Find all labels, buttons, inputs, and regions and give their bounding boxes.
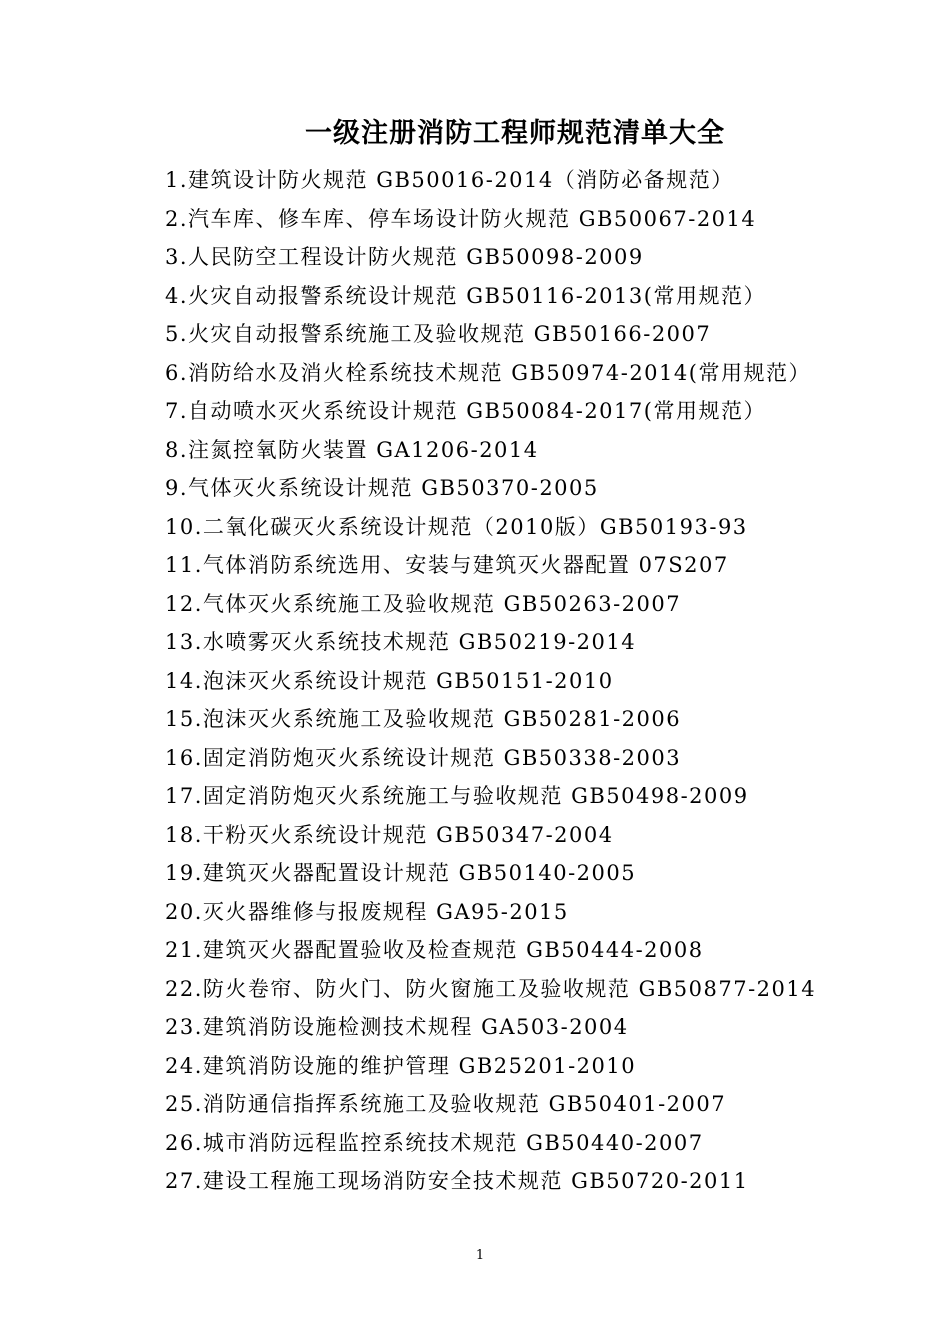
spec-item: 1.建筑设计防火规范 GB50016-2014（消防必备规范） [165,168,734,192]
spec-item: 14.泡沫灭火系统设计规范 GB50151-2010 [165,668,614,693]
spec-item: 3.人民防空工程设计防火规范 GB50098-2009 [165,245,644,269]
spec-item: 15.泡沫灭火系统施工及验收规范 GB50281-2006 [165,707,682,731]
spec-item: 26.城市消防远程监控系统技术规范 GB50440-2007 [165,1130,704,1155]
spec-item: 24.建筑消防设施的维护管理 GB25201-2010 [165,1053,637,1078]
page-number: 1 [475,1248,485,1263]
spec-item: 27.建设工程施工现场消防安全技术规范 GB50720-2011 [165,1169,749,1193]
spec-item: 12.气体灭火系统施工及验收规范 GB50263-2007 [165,591,682,616]
spec-item: 16.固定消防炮灭火系统设计规范 GB50338-2003 [165,745,682,770]
spec-item: 20.灭火器维修与报废规程 GA95-2015 [165,899,569,924]
spec-item: 13.水喷雾灭火系统技术规范 GB50219-2014 [165,630,637,654]
spec-item: 9.气体灭火系统设计规范 GB50370-2005 [165,476,599,500]
spec-item: 23.建筑消防设施检测技术规程 GA503-2004 [165,1015,629,1039]
spec-list [165,161,865,1201]
spec-item: 10.二氧化碳灭火系统设计规范（2010版）GB50193-93 [165,514,748,539]
spec-item: 6.消防给水及消火栓系统技术规范 GB50974-2014(常用规范） [165,360,811,385]
page-title: 一级注册消防工程师规范清单大全 [305,118,725,149]
spec-item: 19.建筑灭火器配置设计规范 GB50140-2005 [165,861,637,885]
spec-item: 5.火灾自动报警系统施工及验收规范 GB50166-2007 [165,322,712,346]
spec-item: 17.固定消防炮灭火系统施工与验收规范 GB50498-2009 [165,784,749,808]
spec-item: 18.干粉灭火系统设计规范 GB50347-2004 [165,822,614,847]
spec-item: 22.防火卷帘、防火门、防火窗施工及验收规范 GB50877-2014 [165,976,817,1001]
spec-item: 8.注氮控氧防火装置 GA1206-2014 [165,437,539,462]
spec-item: 25.消防通信指挥系统施工及验收规范 GB50401-2007 [165,1092,727,1116]
spec-item: 2.汽车库、修车库、停车场设计防火规范 GB50067-2014 [165,206,757,231]
spec-item: 21.建筑灭火器配置验收及检查规范 GB50444-2008 [165,938,704,962]
spec-item: 4.火灾自动报警系统设计规范 GB50116-2013(常用规范） [165,283,766,308]
spec-item: 7.自动喷水灭火系统设计规范 GB50084-2017(常用规范） [165,399,766,423]
spec-item: 11.气体消防系统选用、安装与建筑灭火器配置 07S207 [165,553,729,577]
